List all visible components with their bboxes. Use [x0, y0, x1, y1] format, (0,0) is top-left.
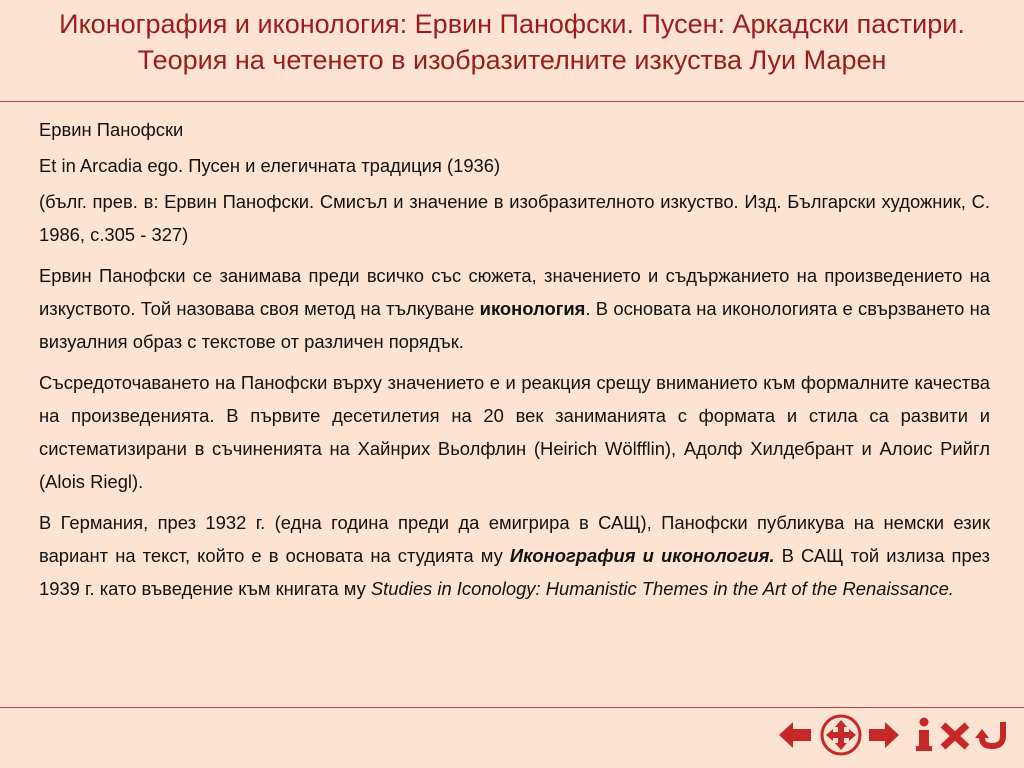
arrow-right-icon [867, 720, 901, 750]
return-arrow-icon [975, 718, 1011, 752]
paragraph-1-text-c: . В основата на иконологията е свързването на визуалния образ с текстове от различен порядък. [39, 298, 990, 352]
paragraph-3 [39, 506, 990, 605]
paragraph-3-text-c: В САЩ той излиза през 1939 г. като въведение към книгата му [39, 545, 990, 599]
book-title-studies: Studies in Iconology: Humanistic Themes in the Art of the Renaissance. [370, 578, 954, 599]
arrow-left-icon [777, 720, 813, 750]
page-title [0, 6, 1024, 78]
paragraph-1 [39, 259, 990, 358]
book-title-iconography: Иконография и иконология. [509, 545, 775, 566]
paragraph-1-text-a: Ервин Панофски се занимава преди всичко със сюжета, значението и съдържанието на произведението на изкуството. Той назовава своя метод на тълкуване [39, 265, 990, 319]
paragraph-3-text-a: В Германия, през 1932 г. (една година преди да емигрира в САЩ), Панофски публикува на немски език вариант на текст, който е в основата на студията му [39, 512, 990, 566]
info-i-icon [914, 717, 934, 753]
close-button[interactable] [938, 711, 972, 759]
slide-content [39, 113, 990, 613]
term-iconology: иконология [479, 298, 586, 319]
home-button[interactable] [816, 711, 866, 759]
top-divider [0, 101, 1024, 102]
translation-note: (бълг. прев. в: Ервин Панофски. Смисъл и значение в изобразителното изкуство. Изд. Български художник, С. 1986, с.305 - 327) [39, 191, 990, 245]
paragraph-2: Съсредоточаването на Панофски върху значението е и реакция срещу вниманието към формалните качества на произведенията. В първите десетилетия на 20 век заниманията с формата и стила са развити и систематизирани в съчиненията на Хайнрих Вьолфлин (Heirich Wölfflin), Адолф Хилдебрант и Алоис Рийгл (Alois Riegl). [39, 372, 990, 492]
work-title: Et in Arcadia ego. Пусен и елегичната традиция (1936) [39, 155, 501, 176]
title-line-1: Иконография и иконология: Ервин Панофски. Пусен: Аркадски пастири. [59, 9, 965, 39]
home-cross-icon [817, 713, 865, 757]
return-button[interactable] [974, 711, 1012, 759]
author-heading: Ервин Панофски [39, 119, 184, 140]
next-button[interactable] [866, 711, 902, 759]
close-x-icon [939, 719, 971, 751]
navigation-bar [776, 711, 1016, 759]
bottom-divider [0, 707, 1024, 708]
info-button[interactable] [912, 711, 936, 759]
prev-button[interactable] [776, 711, 814, 759]
title-line-2: Теория на четенето в изобразителните изкуства Луи Марен [137, 45, 887, 75]
